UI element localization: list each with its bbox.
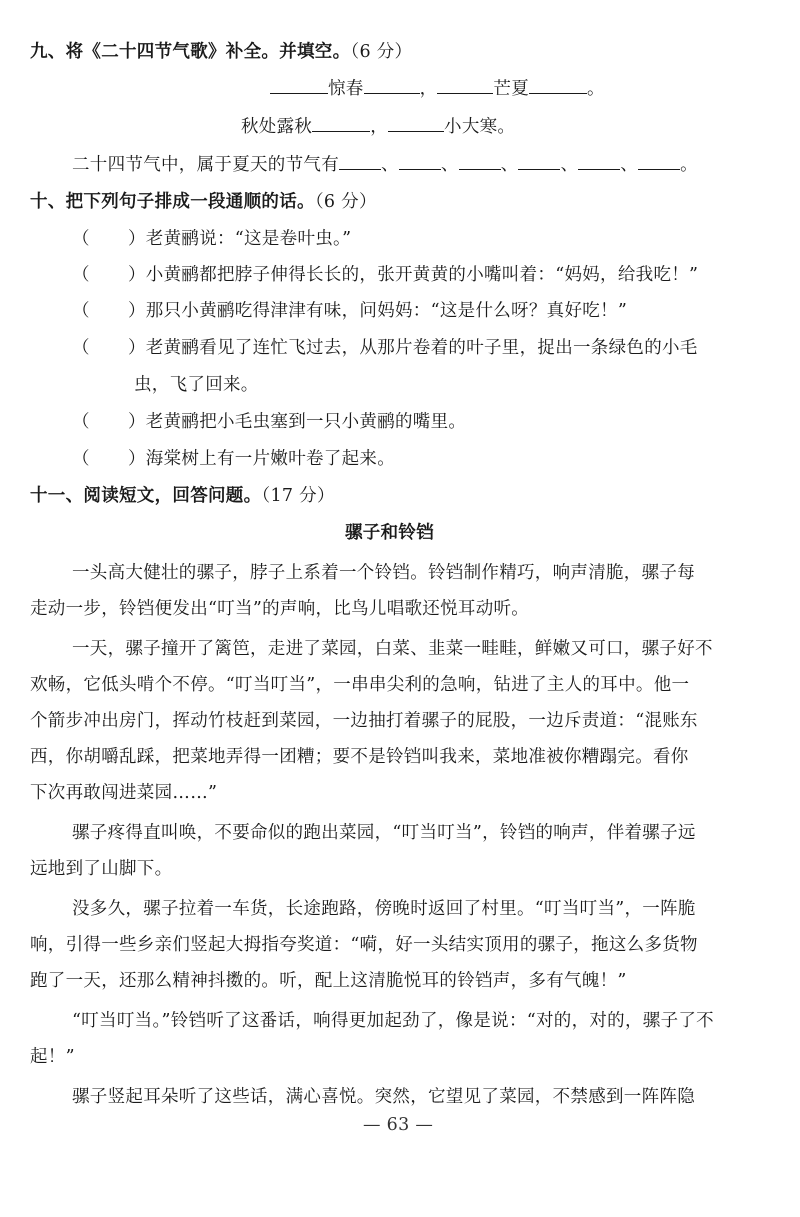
- order-item: [72, 299, 627, 323]
- separator: 、: [560, 155, 579, 175]
- q11-title: 十一、阅读短文，回答问题。: [30, 486, 262, 506]
- q9-heading: [30, 40, 412, 64]
- story-line: 骡子竖起耳朵听了这些话，满心喜悦。突然，它望见了菜园，不禁感到一阵阵隐: [72, 1087, 695, 1107]
- story-line: 没多久，骡子拉着一车货，长途跑路，傍晚时返回了村里。“叮当叮当”，一阵脆: [72, 899, 696, 919]
- order-answer-box[interactable]: [72, 299, 128, 323]
- story-line: 响，引得一些乡亲们竖起大拇指夸奖道：“嗬，好一头结实顶用的骡子，拖这么多货物: [30, 935, 698, 955]
- q10-title: 十、把下列句子排成一段通顺的话。: [30, 192, 315, 212]
- paren: （: [72, 412, 90, 432]
- song-text: 惊春: [328, 79, 364, 99]
- separator: 、: [381, 155, 399, 175]
- story-line: 一天，骡子撞开了篱笆，走进了菜园，白菜、韭菜一畦畦，鲜嫩又可口，骡子好不: [72, 639, 713, 659]
- order-item: [72, 263, 698, 287]
- order-item: [72, 336, 698, 360]
- separator: 、: [440, 155, 459, 175]
- song-text: 秋处露秋: [241, 117, 313, 137]
- separator: 。: [680, 155, 698, 175]
- q10-heading: [30, 190, 377, 214]
- blank[interactable]: [437, 78, 493, 94]
- prompt-text: 二十四节气中，属于夏天的节气有: [72, 155, 339, 175]
- order-answer-box[interactable]: [72, 336, 128, 360]
- story-line: 骡子疼得直叫唤，不要命似的跑出菜园，“叮当叮当”，铃铛的响声，伴着骡子远: [72, 823, 696, 843]
- song-text: ，: [419, 79, 438, 99]
- story-line: “叮当叮当。”铃铛听了这番话，响得更加起劲了，像是说：“对的，对的，骡子了不: [72, 1011, 714, 1031]
- q9-song-line-2: [241, 115, 515, 139]
- blank[interactable]: [388, 116, 444, 132]
- blank[interactable]: [364, 78, 420, 94]
- q11-heading: [30, 484, 335, 508]
- blank[interactable]: [529, 78, 587, 94]
- story-title: 骡子和铃铛: [345, 523, 434, 543]
- story-line: 欢畅，它低头啃个不停。“叮当叮当”，一串串尖利的急响，钻进了主人的耳中。他一: [30, 675, 690, 695]
- paren: （: [72, 338, 90, 358]
- order-answer-box[interactable]: [72, 410, 128, 434]
- blank[interactable]: [518, 154, 560, 170]
- q9-summer-prompt: [72, 153, 698, 177]
- paren: （: [72, 229, 90, 249]
- blank[interactable]: [312, 116, 370, 132]
- order-answer-box[interactable]: [72, 263, 128, 287]
- order-item: [72, 447, 395, 471]
- order-answer-box[interactable]: [72, 227, 128, 251]
- story-line: 西，你胡嚼乱踩，把菜地弄得一团糟；要不是铃铛叫我来，菜地准被你糟蹋完。看你: [30, 747, 689, 767]
- song-text: 芒夏: [493, 79, 530, 99]
- order-text: ）那只小黄鹂吃得津津有味，问妈妈：“这是什么呀？真好吃！”: [128, 301, 628, 321]
- q9-score: （6 分）: [350, 42, 413, 62]
- song-text: 小大寒。: [444, 117, 516, 137]
- story-line: 跑了一天，还那么精神抖擞的。听，配上这清脆悦耳的铃铛声，多有气魄！”: [30, 971, 627, 991]
- q11-score: （17 分）: [261, 486, 335, 506]
- order-text: ）老黄鹂说：“这是卷叶虫。”: [128, 229, 352, 249]
- blank[interactable]: [638, 154, 680, 170]
- paren: （: [72, 449, 90, 469]
- story-line: 一头高大健壮的骡子，脖子上系着一个铃铛。铃铛制作精巧，响声清脆，骡子每: [72, 563, 695, 583]
- order-text: ）小黄鹂都把脖子伸得长长的，张开黄黄的小嘴叫着：“妈妈，给我吃！”: [128, 265, 699, 285]
- song-text: 。: [587, 79, 605, 99]
- order-text: ）老黄鹂看见了连忙飞过去，从那片卷着的叶子里，捉出一条绿色的小毛: [128, 338, 698, 358]
- q10-score: （6 分）: [314, 192, 377, 212]
- story-line: 下次再敢闯进菜园……”: [30, 783, 218, 803]
- separator: 、: [620, 155, 639, 175]
- blank[interactable]: [578, 154, 620, 170]
- paren: （: [72, 265, 90, 285]
- q9-title: 九、将《二十四节气歌》补全。并填空。: [30, 42, 351, 62]
- order-item: [72, 410, 466, 434]
- song-text: ，: [370, 117, 389, 137]
- order-text: ）海棠树上有一片嫩叶卷了起来。: [128, 449, 395, 469]
- blank[interactable]: [399, 154, 441, 170]
- order-answer-box[interactable]: [72, 447, 128, 471]
- separator: 、: [500, 155, 519, 175]
- blank[interactable]: [459, 154, 501, 170]
- order-item: [72, 227, 351, 251]
- page-number: — 63 —: [363, 1115, 434, 1135]
- story-line: 个箭步冲出房门，挥动竹枝赶到菜园，一边抽打着骡子的屁股，一边斥责道：“混账东: [30, 711, 698, 731]
- story-line: 走动一步，铃铛便发出“叮当”的声响，比鸟儿唱歌还悦耳动听。: [30, 599, 530, 619]
- order-item-continued: [134, 373, 259, 397]
- order-text: 虫，飞了回来。: [134, 375, 259, 395]
- story-line: 远地到了山脚下。: [30, 859, 173, 879]
- story-line: 起！”: [30, 1047, 75, 1067]
- paren: （: [72, 301, 90, 321]
- blank[interactable]: [339, 154, 381, 170]
- order-text: ）老黄鹂把小毛虫塞到一只小黄鹂的嘴里。: [128, 412, 467, 432]
- blank[interactable]: [270, 78, 328, 94]
- q9-song-line-1: [270, 77, 605, 101]
